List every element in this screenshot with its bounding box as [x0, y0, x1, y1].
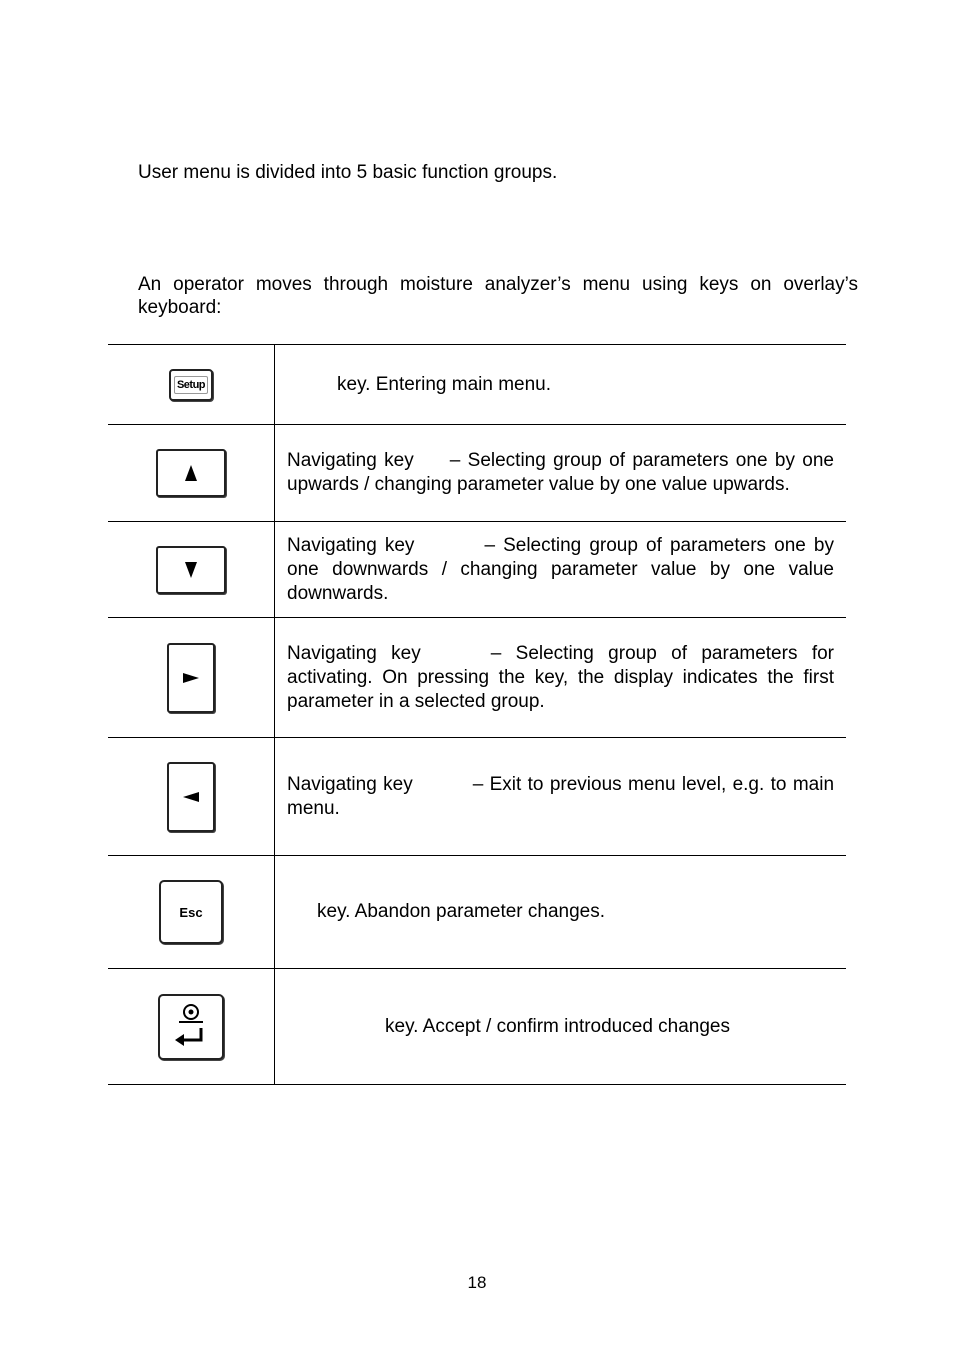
esc-key-icon: Esc	[159, 880, 223, 944]
table-row	[108, 522, 846, 618]
page-number: 18	[467, 1273, 487, 1292]
table-row	[108, 856, 846, 969]
down-key-lead: Navigating key	[287, 534, 415, 556]
setup-key-icon: Setup	[169, 369, 213, 401]
left-arrow-key-icon	[167, 762, 215, 832]
enter-key-description: key. Accept / confirm introduced changes	[385, 1015, 730, 1037]
right-key-lead: Navigating key	[287, 642, 421, 664]
down-arrow-key-icon	[156, 546, 226, 594]
up-key-lead: Navigating key	[287, 450, 414, 471]
key-table	[108, 344, 846, 1085]
up-arrow-key-icon	[156, 449, 226, 497]
left-key-description: – Exit to previous menu level, e.g. to main menu.	[287, 773, 835, 819]
intro-paragraph: User menu is divided into 5 basic function groups.	[138, 162, 558, 183]
right-key-description: – Selecting group of parameters for activating. On pressing the key, the display indicates the first parameter in a selected group.	[287, 642, 834, 712]
up-key-description: – Selecting group of parameters one by one upwards / changing parameter value by one value upwards.	[287, 450, 835, 495]
table-row	[108, 969, 846, 1085]
table-row	[108, 618, 846, 738]
table-row	[108, 345, 846, 425]
enter-key-icon	[158, 994, 224, 1060]
table-row	[108, 738, 846, 856]
navigation-intro-paragraph: An operator moves through moisture analyzer’s menu using keys on overlay’s keyboard:	[138, 274, 858, 318]
right-arrow-key-icon	[167, 643, 215, 713]
setup-key-description: key. Entering main menu.	[337, 373, 552, 395]
left-key-lead: Navigating key	[287, 773, 413, 795]
down-key-description: – Selecting group of parameters one by one downwards / changing parameter value by one value downwards.	[287, 534, 834, 604]
table-row	[108, 425, 846, 522]
esc-key-description: key. Abandon parameter changes.	[317, 901, 606, 922]
